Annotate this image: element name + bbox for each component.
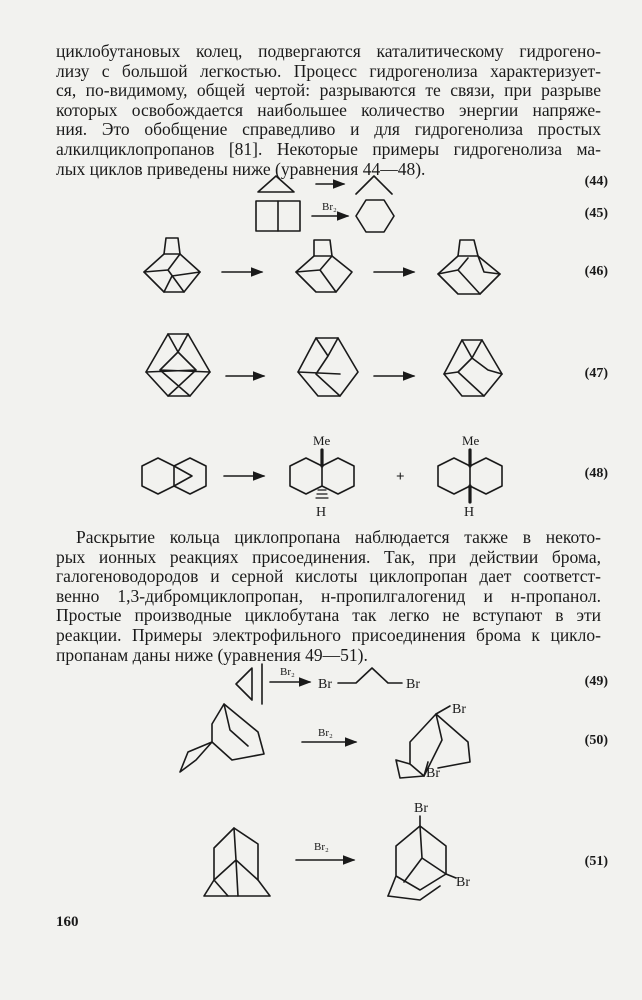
text-line: ния. Это обобщение справедливо и для гидрогенолиза простых: [56, 119, 601, 140]
text-line: которых освобождается наибольшее количество энергии напряже-: [56, 99, 601, 120]
text-line: алкилциклопропанов [81]. Некоторые примеры гидрогенолиза ма-: [56, 138, 601, 159]
hydrogen-label: H: [316, 505, 327, 520]
equation-number-50: (50): [584, 733, 608, 748]
text-line: галогеноводородов и серной кислоты циклопропан дает соответст-: [56, 566, 601, 587]
eq49-reactant-cyclopropane: [236, 664, 262, 704]
equation-number-51: (51): [584, 854, 608, 869]
eq48-product-decalin-1: [290, 433, 354, 520]
equation-number-44: (44): [584, 174, 608, 189]
text-line: лизу с большой легкостью. Процесс гидрогенолиза характеризует-: [56, 60, 601, 81]
text-line: Простые производные циклобутана так легко не вступают в эти: [56, 605, 601, 626]
eq44-product-propane: [356, 176, 392, 194]
eq48-reactant-tricycle: [142, 458, 206, 494]
methyl-label: Me: [313, 433, 331, 448]
text-line: лых циклов приведены ниже (уравнения 44—48).: [56, 158, 426, 179]
hydrogen-label: H: [464, 505, 475, 520]
eq44-reactant-cyclopropane: [258, 176, 294, 192]
eq45-reactant-bicycle: [256, 201, 300, 231]
text-line: рых ионных реакциях присоединения. Так, при действии брома,: [56, 546, 601, 567]
text-line: Раскрытие кольца циклопропана наблюдается также в некото-: [76, 527, 601, 547]
eq48-product-decalin-2: [438, 433, 502, 520]
text-line: пропанам даны ниже (уравнения 49—51).: [56, 644, 368, 665]
paragraph-ring-opening: [56, 528, 601, 665]
eq50-product-dibromide: [396, 702, 470, 781]
page-number: 160: [56, 914, 79, 930]
text-line: циклобутановых колец, подвергаются каталитическому гидрогено-: [56, 41, 601, 61]
eq47-product-cage: [444, 340, 502, 396]
eq47-intermediate-cage: [298, 338, 358, 396]
text-line: ся, по-видимому, общей чертой: разрываются те связи, при разрыве: [56, 80, 601, 101]
eq46-product-cage: [438, 240, 500, 294]
eq45-product-cyclohexane: [356, 200, 394, 232]
bromine-label: Br: [318, 677, 332, 692]
bromine-label: Br: [406, 677, 420, 692]
bromine-label: Br: [456, 875, 470, 890]
reagent-br2: Br₂: [314, 841, 329, 853]
text-line: венно 1,3-дибромциклопропан, н-пропилгалогенид и н-пропанол.: [56, 585, 601, 606]
eq47-reactant-cage: [146, 334, 210, 396]
plus-sign: +: [396, 469, 405, 485]
equation-number-49: (49): [584, 674, 608, 689]
methyl-label: Me: [462, 433, 480, 448]
eq51-product-adamantane-dibromide: [388, 801, 470, 900]
equation-number-48: (48): [584, 466, 608, 481]
reagent-br2: Br₂: [280, 666, 295, 678]
reagent-br2: Br₂: [322, 201, 337, 213]
eq46-reactant-cage: [144, 238, 200, 292]
text-line: реакции. Примеры электрофильного присоединения брома к цикло-: [56, 624, 601, 645]
reagent-br2: Br₂: [318, 727, 333, 739]
bromine-label: Br: [414, 801, 428, 816]
eq51-reactant-cage: [204, 828, 270, 896]
bromine-label: Br: [452, 702, 466, 717]
equation-number-45: (45): [584, 206, 608, 221]
eq50-reactant-tricycle: [180, 704, 264, 772]
eq49-product-dibromopropane: [318, 668, 420, 692]
equation-number-47: (47): [584, 366, 608, 381]
eq46-intermediate-cage: [296, 240, 352, 292]
bromine-label: Br: [426, 766, 440, 781]
equation-number-46: (46): [584, 264, 608, 279]
